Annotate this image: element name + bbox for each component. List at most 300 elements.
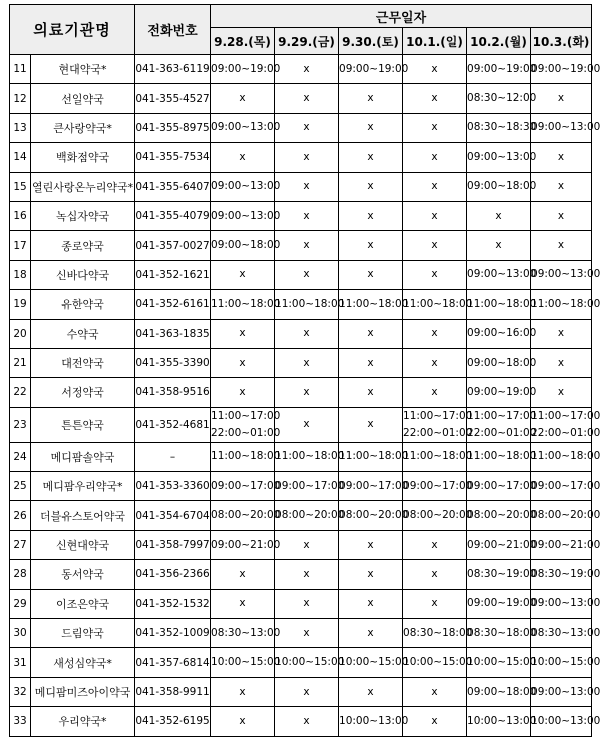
hours-text: x bbox=[239, 92, 246, 105]
hours-text: x bbox=[367, 180, 374, 193]
hours-text: 09:00~19:00 bbox=[211, 62, 281, 75]
hours-text: x bbox=[367, 150, 374, 163]
pharmacy-name: 녹십자약국 bbox=[31, 201, 135, 230]
day-hours-cell bbox=[339, 501, 409, 530]
hours-text: x bbox=[303, 597, 310, 610]
table-row bbox=[10, 677, 592, 706]
phone-number: 041-352-1009 bbox=[135, 619, 211, 648]
pharmacy-name: 수약국 bbox=[31, 319, 135, 348]
day-hours-cell bbox=[339, 707, 409, 736]
day-hours-cell bbox=[403, 472, 473, 501]
day-hours-cell bbox=[211, 442, 281, 471]
day-hours-cell bbox=[403, 501, 473, 530]
day-hours-cell bbox=[531, 530, 600, 559]
hours-text: x bbox=[431, 567, 438, 580]
pharmacy-name: 새성심약국* bbox=[31, 648, 135, 677]
day-hours-cell bbox=[531, 501, 600, 530]
pharmacy-name: 현대약국* bbox=[31, 55, 135, 84]
header-day: 9.28.(목) bbox=[211, 28, 275, 55]
hours-text: x bbox=[367, 327, 374, 340]
day-hours-cell bbox=[275, 707, 339, 736]
header-day: 10.1.(일) bbox=[403, 28, 467, 55]
day-hours-cell bbox=[467, 407, 537, 442]
hours-text: 09:00~17:00 bbox=[531, 479, 600, 492]
row-number: 31 bbox=[10, 648, 31, 677]
hours-text: x bbox=[367, 685, 374, 698]
pharmacy-name: 큰사랑약국* bbox=[31, 113, 135, 142]
hours-text: x bbox=[239, 150, 246, 163]
day-hours-cell bbox=[403, 589, 467, 618]
hours-text: 11:00~18:00 bbox=[403, 297, 473, 310]
pharmacy-schedule-table bbox=[9, 4, 600, 737]
day-hours-cell bbox=[467, 348, 537, 377]
hours-text: x bbox=[367, 92, 374, 105]
day-hours-cell bbox=[339, 348, 403, 377]
table-header bbox=[10, 5, 592, 55]
hours-text: 09:00~17:00 bbox=[211, 479, 281, 492]
hours-text: 09:00~18:00 bbox=[467, 180, 537, 193]
day-hours-cell bbox=[467, 472, 537, 501]
hours-text: 11:00~18:00 bbox=[275, 450, 345, 463]
table-row bbox=[10, 348, 592, 377]
hours-text: 09:00~13:00 bbox=[211, 121, 281, 134]
day-hours-cell bbox=[403, 677, 467, 706]
day-hours-cell bbox=[467, 143, 537, 172]
hours-text: x bbox=[303, 92, 310, 105]
phone-number: 041-358-7997 bbox=[135, 530, 211, 559]
hours-text: x bbox=[303, 538, 310, 551]
hours-text: x bbox=[303, 327, 310, 340]
day-hours-cell bbox=[467, 589, 537, 618]
hours-text: 09:00~18:00 bbox=[467, 685, 537, 698]
day-hours-cell bbox=[403, 290, 473, 319]
hours-text: 09:00~18:00 bbox=[467, 356, 537, 369]
hours-text: 09:00~13:00 bbox=[531, 268, 600, 281]
day-hours-cell bbox=[211, 619, 281, 648]
day-hours-cell bbox=[467, 378, 537, 407]
hours-text: 08:00~20:00 bbox=[275, 509, 345, 522]
table-row bbox=[10, 378, 592, 407]
day-hours-cell bbox=[467, 113, 537, 142]
hours-text: x bbox=[431, 356, 438, 369]
hours-text: x bbox=[303, 239, 310, 252]
hours-text: x bbox=[303, 567, 310, 580]
row-number: 14 bbox=[10, 143, 31, 172]
day-hours-cell bbox=[211, 55, 281, 84]
table-row bbox=[10, 619, 592, 648]
row-number: 11 bbox=[10, 55, 31, 84]
day-hours-cell bbox=[467, 290, 537, 319]
day-hours-cell bbox=[339, 319, 403, 348]
day-hours-cell bbox=[275, 560, 339, 589]
hours-text: 11:00~18:00 bbox=[531, 297, 600, 310]
day-hours-cell bbox=[275, 648, 345, 677]
day-hours-cell bbox=[211, 84, 275, 113]
day-hours-cell bbox=[467, 677, 537, 706]
day-hours-cell bbox=[211, 707, 275, 736]
hours-text: x bbox=[367, 121, 374, 134]
row-number: 30 bbox=[10, 619, 31, 648]
hours-text: x bbox=[431, 180, 438, 193]
pharmacy-name: 동서약국 bbox=[31, 560, 135, 589]
hours-text: x bbox=[431, 121, 438, 134]
row-number: 26 bbox=[10, 501, 31, 530]
pharmacy-name: 우리약국* bbox=[31, 707, 135, 736]
table-row bbox=[10, 55, 592, 84]
pharmacy-name: 백화점약국 bbox=[31, 143, 135, 172]
day-hours-cell bbox=[339, 442, 409, 471]
hours-text: 09:00~19:00 bbox=[467, 62, 537, 75]
day-hours-cell bbox=[467, 501, 537, 530]
day-hours-cell bbox=[467, 172, 537, 201]
day-hours-cell bbox=[403, 560, 467, 589]
hours-text: 08:00~20:00 bbox=[211, 509, 281, 522]
day-hours-cell bbox=[211, 472, 281, 501]
header-facility-name: 의료기관명 bbox=[10, 5, 135, 55]
hours-text: x bbox=[367, 239, 374, 252]
hours-text: 09:00~17:00 bbox=[403, 479, 473, 492]
phone-number: 041-352-6195 bbox=[135, 707, 211, 736]
day-hours-cell bbox=[403, 530, 467, 559]
phone-number: 041-355-4527 bbox=[135, 84, 211, 113]
day-hours-cell bbox=[211, 113, 281, 142]
hours-text: 22:00~01:00 bbox=[403, 426, 473, 439]
day-hours-cell bbox=[531, 619, 600, 648]
day-hours-cell bbox=[211, 260, 275, 289]
day-hours-cell bbox=[467, 260, 537, 289]
day-hours-cell bbox=[211, 530, 281, 559]
day-hours-cell bbox=[275, 530, 339, 559]
phone-number: 041-355-6407 bbox=[135, 172, 211, 201]
row-number: 27 bbox=[10, 530, 31, 559]
hours-text: 09:00~13:00 bbox=[531, 685, 600, 698]
hours-text: x bbox=[557, 92, 565, 105]
day-hours-cell bbox=[531, 319, 592, 348]
day-hours-cell bbox=[531, 560, 600, 589]
hours-text: x bbox=[303, 62, 310, 75]
day-hours-cell bbox=[275, 260, 339, 289]
hours-text: x bbox=[239, 714, 246, 727]
hours-text: 10:00~15:00 bbox=[211, 656, 281, 669]
day-hours-cell bbox=[211, 501, 281, 530]
day-hours-cell bbox=[275, 442, 345, 471]
hours-text: x bbox=[367, 418, 374, 431]
row-number: 24 bbox=[10, 442, 31, 471]
day-hours-cell bbox=[531, 648, 600, 677]
day-hours-cell bbox=[275, 589, 339, 618]
hours-text: x bbox=[495, 209, 502, 222]
hours-text: 09:00~17:00 bbox=[275, 479, 345, 492]
day-hours-cell bbox=[275, 290, 345, 319]
day-hours-cell bbox=[275, 319, 339, 348]
day-hours-cell bbox=[339, 530, 403, 559]
hours-text: 08:00~20:00 bbox=[467, 509, 537, 522]
hours-text: x bbox=[303, 685, 310, 698]
hours-text: 08:30~13:00 bbox=[531, 626, 600, 639]
hours-text: 11:00~18:00 bbox=[275, 297, 345, 310]
hours-text: x bbox=[557, 239, 565, 252]
day-hours-cell bbox=[275, 378, 339, 407]
day-hours-cell bbox=[275, 172, 339, 201]
hours-text: x bbox=[367, 209, 374, 222]
hours-text: 11:00~17:00 bbox=[467, 409, 537, 422]
day-hours-cell bbox=[531, 113, 600, 142]
day-hours-cell bbox=[339, 290, 409, 319]
phone-number: 041-357-6814 bbox=[135, 648, 211, 677]
day-hours-cell bbox=[531, 707, 600, 736]
hours-text: x bbox=[239, 356, 246, 369]
row-number: 23 bbox=[10, 407, 31, 442]
day-hours-cell bbox=[467, 319, 537, 348]
row-number: 19 bbox=[10, 290, 31, 319]
table-row bbox=[10, 84, 592, 113]
hours-text: 09:00~19:00 bbox=[339, 62, 409, 75]
day-hours-cell bbox=[467, 530, 537, 559]
hours-text: 08:00~20:00 bbox=[403, 509, 473, 522]
pharmacy-name: 종로약국 bbox=[31, 231, 135, 260]
phone-number: 041-356-2366 bbox=[135, 560, 211, 589]
hours-text: x bbox=[239, 597, 246, 610]
table-row bbox=[10, 530, 592, 559]
row-number: 12 bbox=[10, 84, 31, 113]
pharmacy-name: 신바다약국 bbox=[31, 260, 135, 289]
day-hours-cell bbox=[403, 348, 467, 377]
day-hours-cell bbox=[531, 143, 592, 172]
day-hours-cell bbox=[531, 260, 600, 289]
day-hours-cell bbox=[403, 84, 467, 113]
day-hours-cell bbox=[275, 472, 345, 501]
row-number: 17 bbox=[10, 231, 31, 260]
hours-text: 10:00~15:00 bbox=[531, 656, 600, 669]
table-row bbox=[10, 143, 592, 172]
hours-text: 09:00~17:00 bbox=[339, 479, 409, 492]
day-hours-cell bbox=[531, 201, 592, 230]
table-row bbox=[10, 472, 592, 501]
hours-text: 08:30~19:00 bbox=[467, 567, 537, 580]
hours-text: x bbox=[431, 714, 438, 727]
day-hours-cell bbox=[211, 172, 281, 201]
hours-text: x bbox=[239, 685, 246, 698]
day-hours-cell bbox=[403, 442, 473, 471]
day-hours-cell bbox=[275, 55, 339, 84]
hours-text: x bbox=[431, 327, 438, 340]
phone-number: 041-353-3360 bbox=[135, 472, 211, 501]
day-hours-cell bbox=[339, 677, 403, 706]
hours-text: x bbox=[431, 209, 438, 222]
hours-text: x bbox=[557, 356, 565, 369]
table-body bbox=[10, 55, 600, 737]
row-number: 32 bbox=[10, 677, 31, 706]
hours-text: 11:00~17:00 bbox=[531, 409, 600, 422]
hours-text: 09:00~16:00 bbox=[467, 327, 537, 340]
day-hours-cell bbox=[211, 378, 275, 407]
hours-text: x bbox=[431, 385, 438, 398]
table-row bbox=[10, 172, 592, 201]
row-number: 22 bbox=[10, 378, 31, 407]
hours-text: 09:00~19:00 bbox=[467, 385, 537, 398]
day-hours-cell bbox=[339, 260, 403, 289]
day-hours-cell bbox=[211, 290, 281, 319]
day-hours-cell bbox=[339, 231, 403, 260]
hours-text: x bbox=[431, 268, 438, 281]
day-hours-cell bbox=[275, 143, 339, 172]
hours-text: x bbox=[239, 268, 246, 281]
day-hours-cell bbox=[211, 648, 281, 677]
hours-text: 11:00~17:00 bbox=[403, 409, 473, 422]
hours-text: 10:00~13:00 bbox=[531, 714, 600, 727]
hours-text: 09:00~21:00 bbox=[531, 538, 600, 551]
row-number: 20 bbox=[10, 319, 31, 348]
day-hours-cell bbox=[403, 231, 467, 260]
hours-text: 11:00~18:00 bbox=[403, 450, 473, 463]
day-hours-cell bbox=[275, 407, 339, 442]
day-hours-cell bbox=[531, 472, 600, 501]
phone-number: 041-352-4681 bbox=[135, 407, 211, 442]
day-hours-cell bbox=[403, 113, 467, 142]
header-day: 9.30.(토) bbox=[339, 28, 403, 55]
row-number: 21 bbox=[10, 348, 31, 377]
day-hours-cell bbox=[531, 84, 592, 113]
day-hours-cell bbox=[531, 589, 600, 618]
day-hours-cell bbox=[531, 290, 600, 319]
day-hours-cell bbox=[211, 589, 275, 618]
day-hours-cell bbox=[467, 619, 537, 648]
hours-text: x bbox=[431, 538, 438, 551]
day-hours-cell bbox=[467, 560, 537, 589]
day-hours-cell bbox=[211, 143, 275, 172]
day-hours-cell bbox=[531, 442, 600, 471]
day-hours-cell bbox=[531, 407, 600, 442]
pharmacy-name: 신현대약국 bbox=[31, 530, 135, 559]
hours-text: x bbox=[495, 239, 502, 252]
row-number: 33 bbox=[10, 707, 31, 736]
day-hours-cell bbox=[467, 55, 537, 84]
phone-number: 041-354-6704 bbox=[135, 501, 211, 530]
hours-text: x bbox=[239, 385, 246, 398]
hours-text: x bbox=[557, 327, 565, 340]
hours-text: x bbox=[239, 327, 246, 340]
day-hours-cell bbox=[339, 84, 403, 113]
day-hours-cell bbox=[403, 619, 473, 648]
day-hours-cell bbox=[531, 378, 592, 407]
day-hours-cell bbox=[339, 113, 403, 142]
day-hours-cell bbox=[275, 619, 339, 648]
hours-text: 22:00~01:00 bbox=[531, 426, 600, 439]
hours-text: 10:00~15:00 bbox=[275, 656, 345, 669]
hours-text: x bbox=[557, 209, 565, 222]
table-row bbox=[10, 560, 592, 589]
hours-text: 08:00~20:00 bbox=[339, 509, 409, 522]
day-hours-cell bbox=[403, 55, 467, 84]
hours-text: x bbox=[367, 268, 374, 281]
pharmacy-name: 대전약국 bbox=[31, 348, 135, 377]
hours-text: 10:00~15:00 bbox=[339, 656, 409, 669]
day-hours-cell bbox=[211, 560, 275, 589]
header-work-dates: 근무일자 bbox=[211, 5, 592, 28]
hours-text: 08:30~12:00 bbox=[467, 92, 537, 105]
hours-text: 11:00~17:00 bbox=[211, 409, 281, 422]
day-hours-cell bbox=[211, 348, 275, 377]
hours-text: 10:00~13:00 bbox=[467, 714, 537, 727]
hours-text: x bbox=[367, 538, 374, 551]
pharmacy-name: 메디팜솔약국 bbox=[31, 442, 135, 471]
hours-text: 10:00~15:00 bbox=[467, 656, 537, 669]
day-hours-cell bbox=[275, 113, 339, 142]
day-hours-cell bbox=[403, 319, 467, 348]
hours-text: x bbox=[431, 62, 438, 75]
hours-text: 10:00~15:00 bbox=[403, 656, 473, 669]
day-hours-cell bbox=[211, 201, 281, 230]
day-hours-cell bbox=[275, 84, 339, 113]
day-hours-cell bbox=[531, 55, 600, 84]
hours-text: 09:00~13:00 bbox=[211, 180, 281, 193]
day-hours-cell bbox=[467, 201, 531, 230]
phone-number: 041-355-3390 bbox=[135, 348, 211, 377]
table-row bbox=[10, 442, 592, 471]
day-hours-cell bbox=[339, 619, 403, 648]
day-hours-cell bbox=[403, 378, 467, 407]
table-row bbox=[10, 407, 592, 442]
day-hours-cell bbox=[211, 677, 275, 706]
day-hours-cell bbox=[467, 84, 537, 113]
day-hours-cell bbox=[403, 260, 467, 289]
hours-text: x bbox=[303, 150, 310, 163]
phone-number: 041-363-6119 bbox=[135, 55, 211, 84]
pharmacy-name: 유한약국 bbox=[31, 290, 135, 319]
hours-text: x bbox=[431, 597, 438, 610]
day-hours-cell bbox=[211, 407, 281, 442]
pharmacy-name: 드림약국 bbox=[31, 619, 135, 648]
hours-text: x bbox=[303, 714, 310, 727]
pharmacy-name: 열린사랑온누리약국* bbox=[31, 172, 135, 201]
row-number: 13 bbox=[10, 113, 31, 142]
header-day: 10.2.(월) bbox=[467, 28, 531, 55]
day-hours-cell bbox=[403, 172, 467, 201]
header-day: 9.29.(금) bbox=[275, 28, 339, 55]
phone-number: 041-352-1532 bbox=[135, 589, 211, 618]
hours-text: x bbox=[303, 418, 310, 431]
day-hours-cell bbox=[403, 707, 467, 736]
day-hours-cell bbox=[403, 201, 467, 230]
hours-text: 22:00~01:00 bbox=[467, 426, 537, 439]
pharmacy-name: 더블유스토어약국 bbox=[31, 501, 135, 530]
phone-number: 041-358-9911 bbox=[135, 677, 211, 706]
hours-text: 11:00~18:00 bbox=[211, 297, 281, 310]
day-hours-cell bbox=[339, 648, 409, 677]
day-hours-cell bbox=[403, 648, 473, 677]
phone-number: 041-357-0027 bbox=[135, 231, 211, 260]
hours-text: x bbox=[303, 209, 310, 222]
hours-text: x bbox=[239, 567, 246, 580]
table-row bbox=[10, 113, 592, 142]
table-row bbox=[10, 201, 592, 230]
pharmacy-name: 튼튼약국 bbox=[31, 407, 135, 442]
hours-text: 09:00~19:00 bbox=[531, 62, 600, 75]
hours-text: x bbox=[303, 121, 310, 134]
hours-text: x bbox=[557, 180, 565, 193]
hours-text: x bbox=[557, 150, 565, 163]
header-phone: 전화번호 bbox=[135, 5, 211, 55]
hours-text: x bbox=[431, 239, 438, 252]
day-hours-cell bbox=[275, 231, 339, 260]
hours-text: 11:00~18:00 bbox=[467, 450, 537, 463]
hours-text: 11:00~18:00 bbox=[467, 297, 537, 310]
hours-text: x bbox=[431, 685, 438, 698]
hours-text: 09:00~13:00 bbox=[531, 597, 600, 610]
pharmacy-name: 메디팜우리약국* bbox=[31, 472, 135, 501]
row-number: 18 bbox=[10, 260, 31, 289]
hours-text: x bbox=[367, 567, 374, 580]
